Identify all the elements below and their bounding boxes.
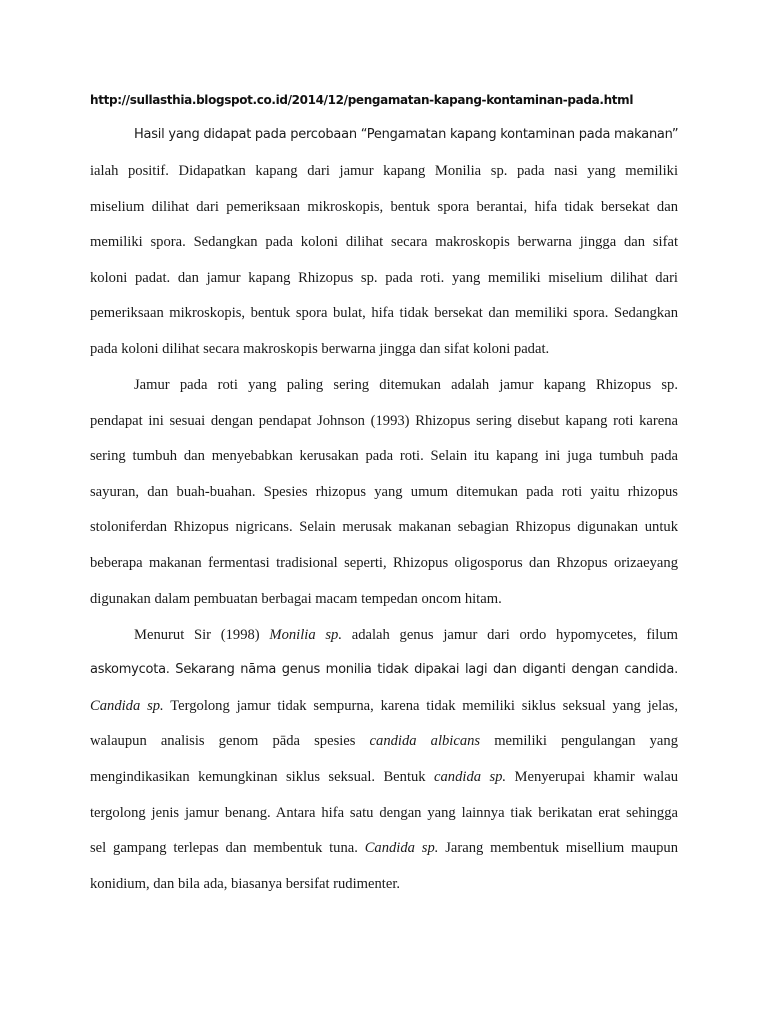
- text-run: Menyerupai khamir walau: [506, 769, 679, 785]
- paragraph-3-line-3: [90, 697, 678, 715]
- source-url: http://sullasthia.blogspot.co.id/2014/12/pengamatan-kapang-kontaminan-pada.html: [90, 93, 634, 107]
- paragraph-1-line-3: miselium dilihat dari pemeriksaan mikroskopis, bentuk spora berantai, hifa tidak bersekat dan: [90, 199, 678, 215]
- paragraph-2-line-7: digunakan dalam pembuatan berbagai macam tempedan oncom hitam.: [90, 591, 502, 607]
- paragraph-2-line-5: stoloniferdan Rhizopus nigricans. Selain merusak makanan sebagian Rhizopus digunakan untuk: [90, 519, 678, 535]
- text-run: Menurut Sir (1998): [134, 627, 270, 643]
- text-run: walaupun analisis genom pāda spesies: [90, 733, 370, 749]
- paragraph-1-line-7: pada koloni dilihat secara makroskopis berwarna jingga dan sifat koloni padat.: [90, 341, 550, 357]
- text-run: sel gampang terlepas dan membentuk tuna.: [90, 840, 365, 856]
- paragraph-3-line-5: [90, 768, 678, 786]
- paragraph-2-line-4: sayuran, dan buah-buahan. Spesies rhizopus yang umum ditemukan pada roti yaitu rhizopus: [90, 484, 678, 500]
- paragraph-3-line-7: [90, 839, 678, 857]
- paragraph-1-line-6: pemeriksaan mikroskopis, bentuk spora bulat, hifa tidak bersekat dan memiliki spora. Sedangkan: [90, 305, 678, 321]
- paragraph-3-line-1: [134, 626, 678, 644]
- text-run: memiliki pengulangan yang: [480, 733, 678, 749]
- paragraph-2-line-1: Jamur pada roti yang paling sering ditemukan adalah jamur kapang Rhizopus sp.: [134, 377, 678, 393]
- italic-term: Monilia sp.: [269, 627, 342, 643]
- paragraph-3-line-2: askomycota. Sekarang nāma genus monilia tidak dipakai lagi dan diganti dengan candida.: [90, 662, 678, 677]
- paragraph-2-line-3: sering tumbuh dan menyebabkan kerusakan pada roti. Selain itu kapang ini juga tumbuh pada: [90, 448, 678, 464]
- italic-term: Candida sp.: [364, 840, 439, 856]
- paragraph-3-line-4: [90, 732, 678, 750]
- text-run: adalah genus jamur dari ordo hypomycetes, filum: [341, 627, 678, 643]
- italic-term: candida sp.: [434, 769, 507, 785]
- paragraph-1-line-2: ialah positif. Didapatkan kapang dari jamur kapang Monilia sp. pada nasi yang memiliki: [90, 163, 678, 179]
- paragraph-1-line-4: memiliki spora. Sedangkan pada koloni dilihat secara makroskopis berwarna jingga dan sifat: [90, 234, 678, 250]
- paragraph-3-line-6: tergolong jenis jamur benang. Antara hifa satu dengan yang lainnya tiak berikatan erat sehingga: [90, 805, 678, 821]
- paragraph-2-line-2: pendapat ini sesuai dengan pendapat Johnson (1993) Rhizopus sering disebut kapang roti karena: [90, 413, 678, 429]
- paragraph-3-line-8: konidium, dan bila ada, biasanya bersifat rudimenter.: [90, 876, 401, 892]
- italic-term: Candida sp.: [90, 698, 164, 714]
- paragraph-2-line-6: beberapa makanan fermentasi tradisional seperti, Rhizopus oligosporus dan Rhzopus orizaeyang: [90, 555, 678, 571]
- paragraph-1-line-5: koloni padat. dan jamur kapang Rhizopus sp. pada roti. yang memiliki miselium dilihat dari: [90, 270, 678, 286]
- italic-term: candida albicans: [369, 733, 481, 749]
- text-run: Jarang membentuk misellium maupun: [438, 840, 679, 856]
- paragraph-1-line-1: Hasil yang didapat pada percobaan “Pengamatan kapang kontaminan pada makanan”: [134, 127, 679, 142]
- text-run: mengindikasikan kemungkinan siklus seksual. Bentuk: [90, 769, 435, 785]
- text-run: Tergolong jamur tidak sempurna, karena tidak memiliki siklus seksual yang jelas,: [163, 698, 679, 714]
